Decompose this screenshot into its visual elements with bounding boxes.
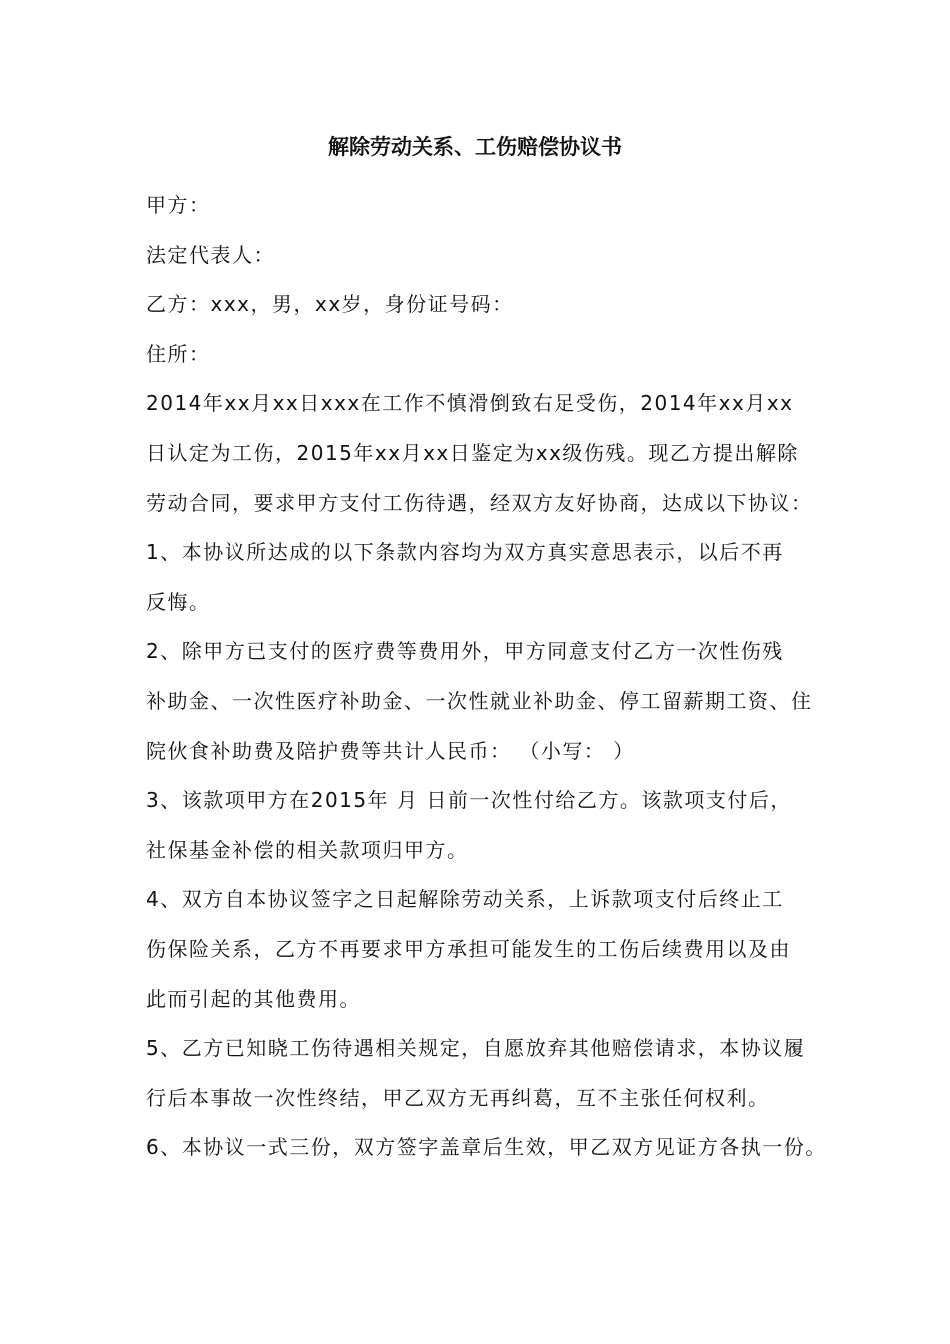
preamble-line: 2014年xx月xx日xxx在工作不慎滑倒致右足受伤，2014年xx月xx — [146, 391, 794, 416]
clause-4-line: 此而引起的其他费用。 — [146, 986, 361, 1011]
clause-2-line: 补助金、一次性医疗补助金、一次性就业补助金、停工留薪期工资、住 — [146, 688, 813, 713]
clause-6-line: 6、本协议一式三份，双方签字盖章后生效，甲乙双方见证方各执一份。 — [146, 1135, 827, 1160]
party-b-line: 乙方：xxx，男，xx岁，身份证号码： — [146, 292, 514, 317]
clause-5-line: 行后本事故一次性终结，甲乙双方无再纠葛，互不主张任何权利。 — [146, 1085, 770, 1110]
clause-1-line: 反悔。 — [146, 589, 211, 614]
residence-line: 住所： — [146, 341, 211, 366]
clause-1-line: 1、本协议所达成的以下条款内容均为双方真实意思表示，以后不再 — [146, 540, 784, 565]
legal-representative-line: 法定代表人： — [146, 242, 275, 267]
clause-3-line: 社保基金补偿的相关款项归甲方。 — [146, 837, 469, 862]
clause-4-line: 伤保险关系，乙方不再要求甲方承担可能发生的工伤后续费用以及由 — [146, 936, 791, 961]
preamble-line: 日认定为工伤，2015年xx月xx日鉴定为xx级伤残。现乙方提出解除 — [146, 440, 799, 465]
clause-3-line: 3、该款项甲方在2015年 月 日前一次性付给乙方。该款项支付后， — [146, 788, 792, 813]
document-body — [146, 181, 826, 1173]
clause-2-line: 2、除甲方已支付的医疗费等费用外，甲方同意支付乙方一次性伤残 — [146, 639, 784, 664]
preamble-line: 劳动合同，要求甲方支付工伤待遇，经双方友好协商，达成以下协议： — [146, 490, 813, 515]
clause-5-line: 5、乙方已知晓工伤待遇相关规定，自愿放弃其他赔偿请求，本协议履 — [146, 1036, 806, 1061]
document-title: 解除劳动关系、工伤赔偿协议书 — [328, 134, 622, 159]
party-a-line: 甲方： — [146, 193, 211, 217]
clause-2-line: 院伙食补助费及陪护费等共计人民币： （小写： ） — [146, 738, 635, 763]
clause-4-line: 4、双方自本协议签字之日起解除劳动关系，上诉款项支付后终止工 — [146, 887, 784, 912]
